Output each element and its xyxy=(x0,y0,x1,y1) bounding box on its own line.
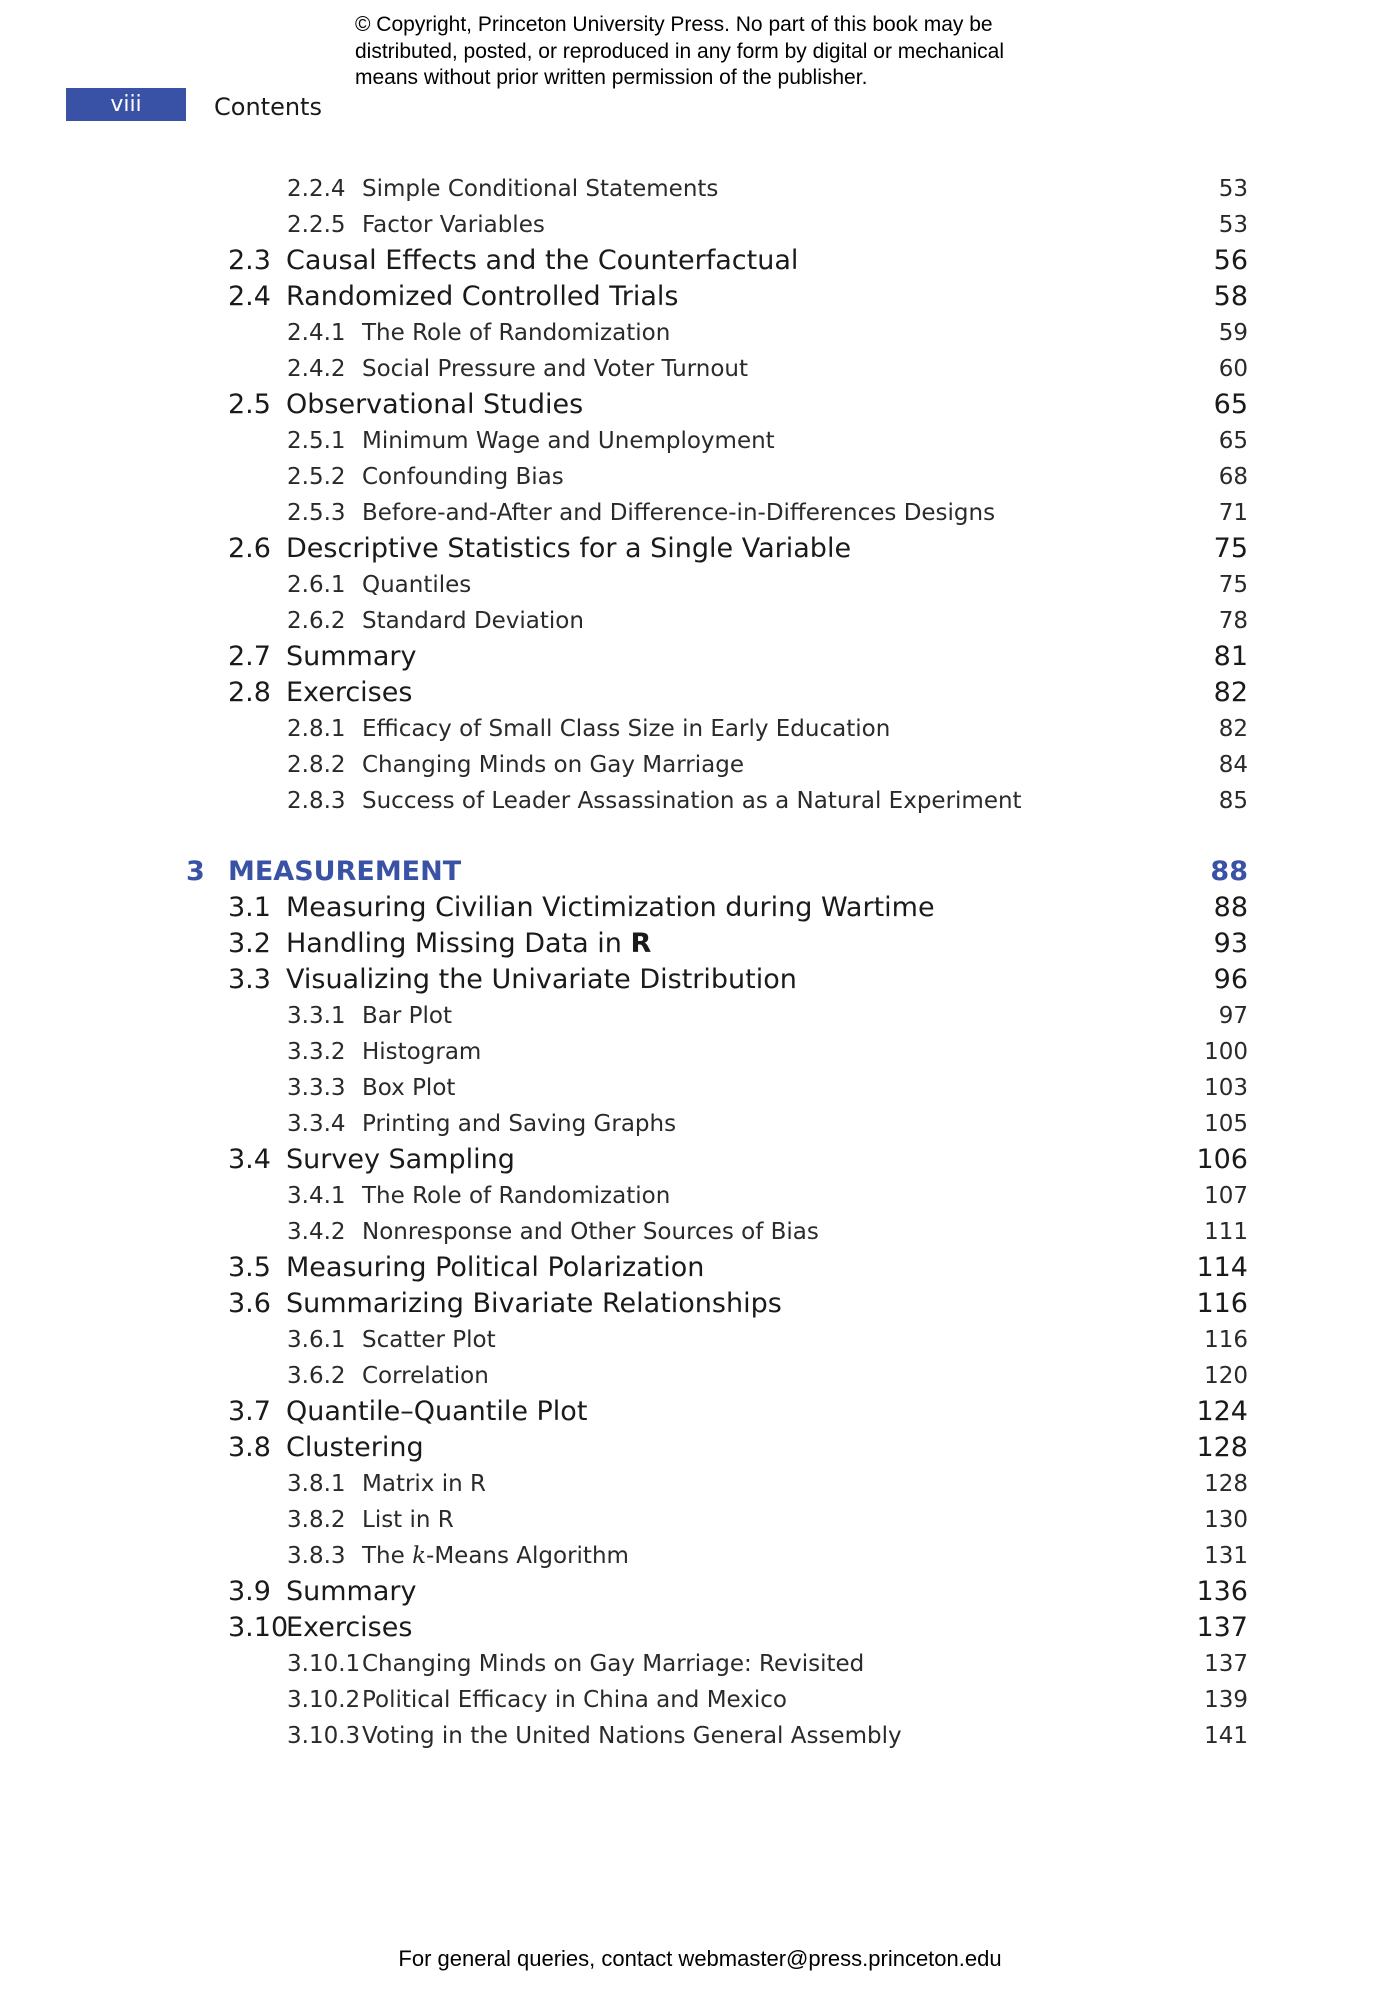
section-number: 2.4.2 xyxy=(287,356,346,382)
section-title: Exercises xyxy=(286,677,413,708)
page-ref: 137 xyxy=(1196,1612,1248,1643)
section-number: 2.4.1 xyxy=(287,320,346,346)
page-ref: 103 xyxy=(1204,1075,1248,1101)
page-ref: 88 xyxy=(1213,892,1248,923)
page-ref: 82 xyxy=(1218,716,1248,742)
section-number: 2.6.1 xyxy=(287,572,346,598)
section-title: Efficacy of Small Class Size in Early Education xyxy=(362,716,891,742)
section-number: 3.9 xyxy=(228,1576,271,1607)
section-number: 2.6.2 xyxy=(287,608,346,634)
toc-row xyxy=(0,1502,1400,1538)
toc-row xyxy=(0,459,1400,495)
toc-row xyxy=(0,279,1400,315)
toc-row xyxy=(0,1538,1400,1574)
section-title: Scatter Plot xyxy=(362,1327,496,1353)
toc-row xyxy=(0,1214,1400,1250)
page-ref: 128 xyxy=(1204,1471,1248,1497)
page-ref: 75 xyxy=(1218,572,1248,598)
toc-row xyxy=(0,747,1400,783)
toc-row xyxy=(0,1466,1400,1502)
section-number: 3.8.3 xyxy=(287,1543,346,1569)
section-title: Measuring Political Polarization xyxy=(286,1252,705,1283)
toc-row xyxy=(0,423,1400,459)
toc-row xyxy=(0,962,1400,998)
toc-row xyxy=(0,1682,1400,1718)
section-title: Survey Sampling xyxy=(286,1144,515,1175)
toc-row xyxy=(0,567,1400,603)
section-title: Simple Conditional Statements xyxy=(362,176,719,202)
section-number: 3.10.3 xyxy=(287,1723,361,1749)
section-title: Before-and-After and Difference-in-Differences Designs xyxy=(362,500,996,526)
section-title: Clustering xyxy=(286,1432,424,1463)
chapter-heading xyxy=(0,854,1400,890)
section-title: Measuring Civilian Victimization during Wartime xyxy=(286,892,935,923)
page-ref: 68 xyxy=(1218,464,1248,490)
section-title-prefix: The xyxy=(362,1543,413,1569)
section-number: 3.1 xyxy=(228,892,271,923)
page-ref: 100 xyxy=(1204,1039,1248,1065)
copyright-notice xyxy=(355,12,1115,92)
toc-row xyxy=(0,171,1400,207)
page-ref: 131 xyxy=(1204,1543,1248,1569)
section-number: 2.6 xyxy=(228,533,271,564)
chapter-number: 3 xyxy=(186,856,205,887)
section-number: 2.5.3 xyxy=(287,500,346,526)
toc-row xyxy=(0,1106,1400,1142)
section-number: 2.2.4 xyxy=(287,176,346,202)
page-ref: 88 xyxy=(1210,856,1248,887)
toc-row xyxy=(0,1286,1400,1322)
toc-row xyxy=(0,1718,1400,1754)
page-ref: 53 xyxy=(1218,212,1248,238)
toc-row xyxy=(0,1250,1400,1286)
section-title: Matrix in R xyxy=(362,1471,486,1497)
page-ref: 85 xyxy=(1218,788,1248,814)
toc-row xyxy=(0,351,1400,387)
section-number: 3.3 xyxy=(228,964,271,995)
section-title: Quantile–Quantile Plot xyxy=(286,1396,588,1427)
section-number: 3.4 xyxy=(228,1144,271,1175)
page-ref: 136 xyxy=(1196,1576,1248,1607)
section-number: 3.3.4 xyxy=(287,1111,346,1137)
section-number: 2.3 xyxy=(228,245,271,276)
page-ref: 56 xyxy=(1213,245,1248,276)
section-title: Changing Minds on Gay Marriage xyxy=(362,752,744,778)
section-number: 3.6.1 xyxy=(287,1327,346,1353)
section-title-text: -Means Algorithm xyxy=(426,1543,629,1569)
section-number: 3.5 xyxy=(228,1252,271,1283)
page-ref: 71 xyxy=(1218,500,1248,526)
section-number: 3.10.1 xyxy=(287,1651,361,1677)
toc-row xyxy=(0,998,1400,1034)
section-number: 3.6 xyxy=(228,1288,271,1319)
toc-row xyxy=(0,1574,1400,1610)
section-title: List in R xyxy=(362,1507,454,1533)
section-number: 2.5.2 xyxy=(287,464,346,490)
page-ref: 141 xyxy=(1204,1723,1248,1749)
page-ref: 137 xyxy=(1204,1651,1248,1677)
table-of-contents xyxy=(0,171,1400,1754)
section-title-text: Handling Missing Data in xyxy=(286,928,622,959)
section-title: Summary xyxy=(286,641,417,672)
section-title: The Role of Randomization xyxy=(362,1183,671,1209)
toc-row xyxy=(0,531,1400,567)
page-ref: 84 xyxy=(1218,752,1248,778)
section-title: Causal Effects and the Counterfactual xyxy=(286,245,799,276)
page-ref: 107 xyxy=(1204,1183,1248,1209)
section-title: Correlation xyxy=(362,1363,489,1389)
page-ref: 65 xyxy=(1218,428,1248,454)
chapter-title: MEASUREMENT xyxy=(228,856,462,887)
toc-row xyxy=(0,926,1400,962)
page-ref: 106 xyxy=(1196,1144,1248,1175)
section-title: Changing Minds on Gay Marriage: Revisited xyxy=(362,1651,865,1677)
toc-row xyxy=(0,1142,1400,1178)
page-ref: 65 xyxy=(1213,389,1248,420)
toc-row xyxy=(0,1322,1400,1358)
page-ref: 59 xyxy=(1218,320,1248,346)
section-title: Histogram xyxy=(362,1039,482,1065)
section-number: 2.4 xyxy=(228,281,271,312)
toc-row xyxy=(0,495,1400,531)
section-title: Summary xyxy=(286,1576,417,1607)
section-number: 3.4.2 xyxy=(287,1219,346,1245)
toc-row xyxy=(0,890,1400,926)
section-title: Nonresponse and Other Sources of Bias xyxy=(362,1219,819,1245)
section-number: 2.2.5 xyxy=(287,212,346,238)
section-title: Political Efficacy in China and Mexico xyxy=(362,1687,788,1713)
footer-contact: For general queries, contact webmaster@press.princeton.edu xyxy=(398,1946,1002,1971)
section-title xyxy=(362,1538,629,1574)
section-number: 3.10.2 xyxy=(287,1687,361,1713)
section-title: Summarizing Bivariate Relationships xyxy=(286,1288,782,1319)
toc-row xyxy=(0,783,1400,819)
toc-row xyxy=(0,1610,1400,1646)
section-number: 2.7 xyxy=(228,641,271,672)
section-number: 3.8.2 xyxy=(287,1507,346,1533)
section-number: 3.3.1 xyxy=(287,1003,346,1029)
section-number: 3.8 xyxy=(228,1432,271,1463)
section-title: Box Plot xyxy=(362,1075,456,1101)
page-ref: 120 xyxy=(1204,1363,1248,1389)
toc-row xyxy=(0,1394,1400,1430)
running-head: Contents xyxy=(214,93,322,121)
section-title: Factor Variables xyxy=(362,212,545,238)
section-title: Success of Leader Assassination as a Natural Experiment xyxy=(362,788,1022,814)
section-title: Randomized Controlled Trials xyxy=(286,281,679,312)
page-ref: 81 xyxy=(1213,641,1248,672)
page-ref: 116 xyxy=(1204,1327,1248,1353)
section-title: Visualizing the Univariate Distribution xyxy=(286,964,797,995)
r-language-label: R xyxy=(630,928,652,959)
page-ref: 96 xyxy=(1213,964,1248,995)
page-ref: 82 xyxy=(1213,677,1248,708)
page-ref: 105 xyxy=(1204,1111,1248,1137)
section-title: Printing and Saving Graphs xyxy=(362,1111,677,1137)
toc-row xyxy=(0,1178,1400,1214)
page-ref: 75 xyxy=(1213,533,1248,564)
toc-row xyxy=(0,1430,1400,1466)
section-number: 2.8.3 xyxy=(287,788,346,814)
section-number: 3.3.2 xyxy=(287,1039,346,1065)
section-number: 2.5 xyxy=(228,389,271,420)
toc-row xyxy=(0,1646,1400,1682)
toc-row xyxy=(0,207,1400,243)
toc-row xyxy=(0,315,1400,351)
page-ref: 111 xyxy=(1204,1219,1248,1245)
section-number: 3.10 xyxy=(228,1612,289,1643)
toc-row xyxy=(0,675,1400,711)
copyright-line: © Copyright, Princeton University Press. No part of this book may be xyxy=(355,13,993,36)
section-number: 3.3.3 xyxy=(287,1075,346,1101)
toc-row xyxy=(0,711,1400,747)
section-title: Descriptive Statistics for a Single Variable xyxy=(286,533,852,564)
section-number: 3.4.1 xyxy=(287,1183,346,1209)
page-ref: 116 xyxy=(1196,1288,1248,1319)
page-ref: 130 xyxy=(1204,1507,1248,1533)
page-ref: 78 xyxy=(1218,608,1248,634)
section-number: 3.8.1 xyxy=(287,1471,346,1497)
copyright-line: means without prior written permission of the publisher. xyxy=(355,66,868,89)
page-ref: 139 xyxy=(1204,1687,1248,1713)
section-title: Standard Deviation xyxy=(362,608,584,634)
section-title: Observational Studies xyxy=(286,389,584,420)
toc-row xyxy=(0,387,1400,423)
section-title: Quantiles xyxy=(362,572,472,598)
k-variable: k xyxy=(412,1543,427,1569)
toc-row xyxy=(0,639,1400,675)
section-title: The Role of Randomization xyxy=(362,320,671,346)
copyright-line: distributed, posted, or reproduced in any form by digital or mechanical xyxy=(355,39,1005,63)
section-title: Social Pressure and Voter Turnout xyxy=(362,356,748,382)
section-title: Exercises xyxy=(286,1612,413,1643)
page-ref: 93 xyxy=(1213,928,1248,959)
section-number: 2.8 xyxy=(228,677,271,708)
toc-row xyxy=(0,1034,1400,1070)
page-ref: 53 xyxy=(1218,176,1248,202)
section-number: 3.2 xyxy=(228,928,271,959)
section-number: 3.7 xyxy=(228,1396,271,1427)
toc-row xyxy=(0,1070,1400,1106)
section-title: Minimum Wage and Unemployment xyxy=(362,428,775,454)
page-ref: 58 xyxy=(1213,281,1248,312)
section-title: Voting in the United Nations General Assembly xyxy=(362,1723,902,1749)
section-number: 2.8.1 xyxy=(287,716,346,742)
page-ref: 60 xyxy=(1218,356,1248,382)
section-number: 2.5.1 xyxy=(287,428,346,454)
page-ref: 128 xyxy=(1196,1432,1248,1463)
toc-row xyxy=(0,1358,1400,1394)
section-number: 3.6.2 xyxy=(287,1363,346,1389)
section-title: Bar Plot xyxy=(362,1003,452,1029)
page-number-badge: viii xyxy=(66,88,186,121)
section-title: Confounding Bias xyxy=(362,464,564,490)
toc-row xyxy=(0,603,1400,639)
page-ref: 114 xyxy=(1196,1252,1248,1283)
page-ref: 97 xyxy=(1218,1003,1248,1029)
toc-row xyxy=(0,243,1400,279)
section-title xyxy=(286,926,651,962)
section-number: 2.8.2 xyxy=(287,752,346,778)
page-ref: 124 xyxy=(1196,1396,1248,1427)
